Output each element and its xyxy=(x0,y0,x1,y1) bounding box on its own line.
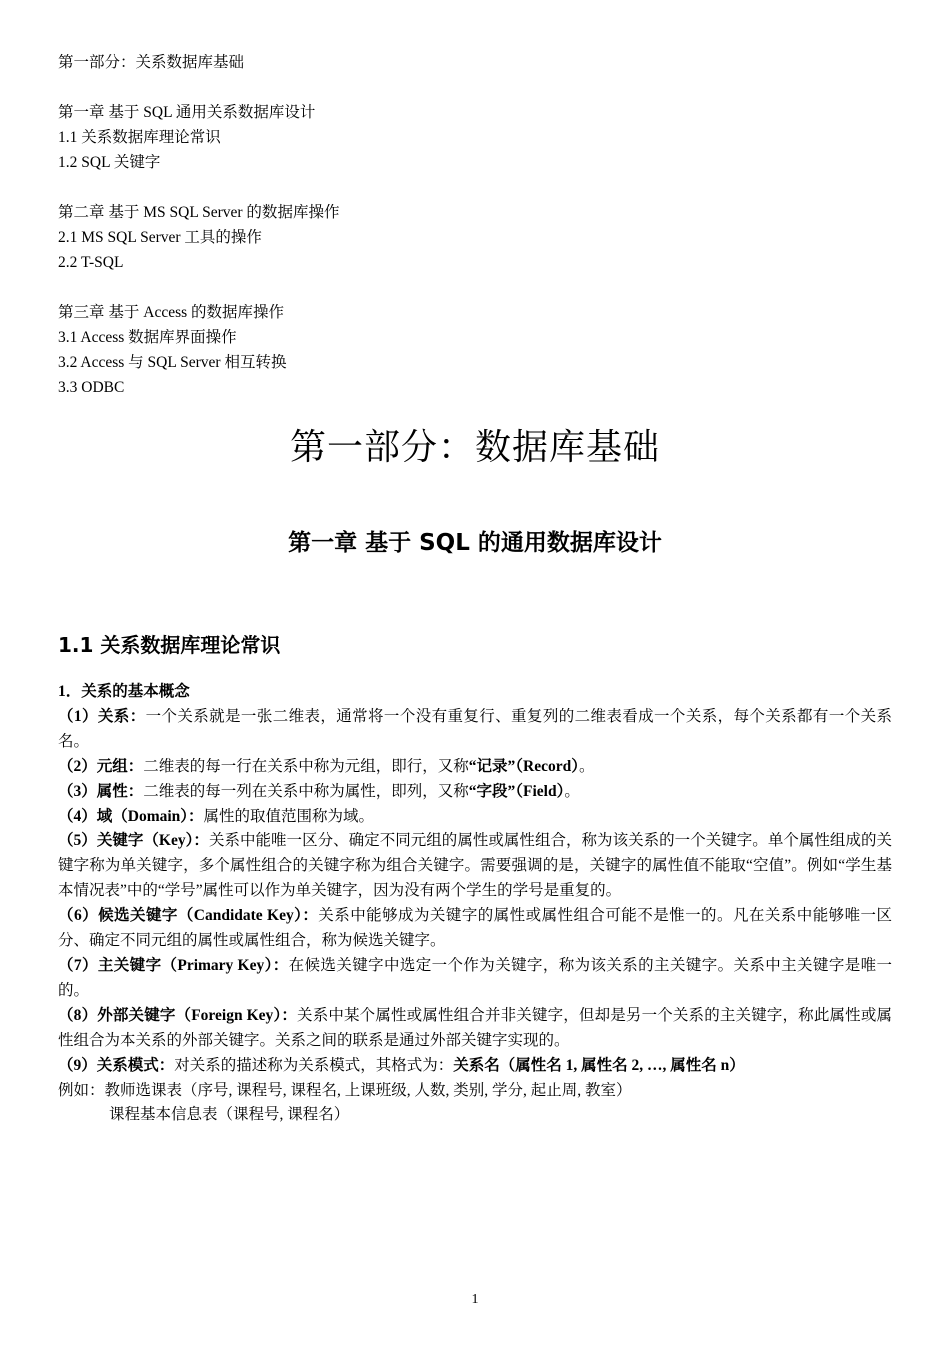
toc-section-3-2: 3.2 Access 与 SQL Server 相互转换 xyxy=(58,354,287,371)
toc-section-2-1: 2.1 MS SQL Server 工具的操作 xyxy=(58,229,262,246)
toc-chapter-1: 第一章 基于 SQL 通用关系数据库设计 xyxy=(58,104,316,121)
toc-chapter-2: 第二章 基于 MS SQL Server 的数据库操作 xyxy=(58,204,340,221)
chapter-title: 第一章 基于 SQL 的通用数据库设计 xyxy=(288,530,662,556)
definition-domain: （4）域（Domain）：属性的取值范围称为域。 xyxy=(58,807,375,825)
toc-section-1-1: 1.1 关系数据库理论常识 xyxy=(58,129,221,146)
toc-section-3-3: 3.3 ODBC xyxy=(58,379,125,396)
definition-candidate-key: （6）候选关键字（Candidate Key）：关系中能够成为关键字的属性或属性组合可能不是惟一的。凡在关系中能够唯一区分、确定不同元组的属性或属性组合，称为候选关键字。 xyxy=(58,907,892,950)
definition-attribute: （3）属性：二维表的每一列在关系中称为属性，即列，又称“字段”（Field）。 xyxy=(58,782,580,800)
toc-section-1-2: 1.2 SQL 关键字 xyxy=(58,154,161,171)
concept-heading: 1．关系的基本概念 xyxy=(58,683,190,700)
definition-tuple: （2）元组：二维表的每一行在关系中称为元组，即行，又称“记录”（Record）。 xyxy=(58,757,595,775)
example-line-1: 例如：教师选课表（序号, 课程号, 课程名, 上课班级, 人数, 类别, 学分, 起止周, 教室） xyxy=(58,1081,632,1099)
table-of-contents xyxy=(58,50,898,400)
definition-relation-schema: （9）关系模式：对关系的描述称为关系模式，其格式为：关系名（属性名 1, 属性名 2, …, 属性名 n） xyxy=(58,1056,745,1074)
definition-relation: （1）关系：一个关系就是一张二维表，通常将一个没有重复行、重复列的二维表看成一个关系，每个关系都有一个关系名。 xyxy=(58,707,892,750)
toc-part-entry: 第一部分：关系数据库基础 xyxy=(58,54,245,71)
toc-section-2-2: 2.2 T-SQL xyxy=(58,254,124,271)
definition-foreign-key: （8）外部关键字（Foreign Key）：关系中某个属性或属性组合并非关键字，但却是另一个关系的主关键字，称此属性或属性组合为本关系的外部关键字。关系之间的联系是通过外部关键字实现的。 xyxy=(58,1006,892,1049)
section-body xyxy=(58,680,892,1128)
section-title: 1.1 关系数据库理论常识 xyxy=(58,633,281,657)
toc-chapter-3: 第三章 基于 Access 的数据库操作 xyxy=(58,304,285,321)
toc-section-3-1: 3.1 Access 数据库界面操作 xyxy=(58,329,237,346)
page-number: 1 xyxy=(471,1292,479,1307)
example-line-2: 课程基本信息表（课程号, 课程名） xyxy=(109,1106,350,1124)
definition-primary-key: （7）主关键字（Primary Key）：在候选关键字中选定一个作为关键字，称为该关系的主关键字。关系中主关键字是唯一的。 xyxy=(58,956,892,999)
part-title: 第一部分：数据库基础 xyxy=(289,427,660,468)
definition-key: （5）关键字（Key）：关系中能唯一区分、确定不同元组的属性或属性组合，称为该关系的一个关键字。单个属性组成的关键字称为单关键字，多个属性组合的关键字称为组合关键字。需要强调的是，关键字的属性值不能取“空值”。例如“学生基本情况表”中的“学号”属性可以作为单关键字，因为没有两个学生的学号是重复的。 xyxy=(58,832,892,900)
